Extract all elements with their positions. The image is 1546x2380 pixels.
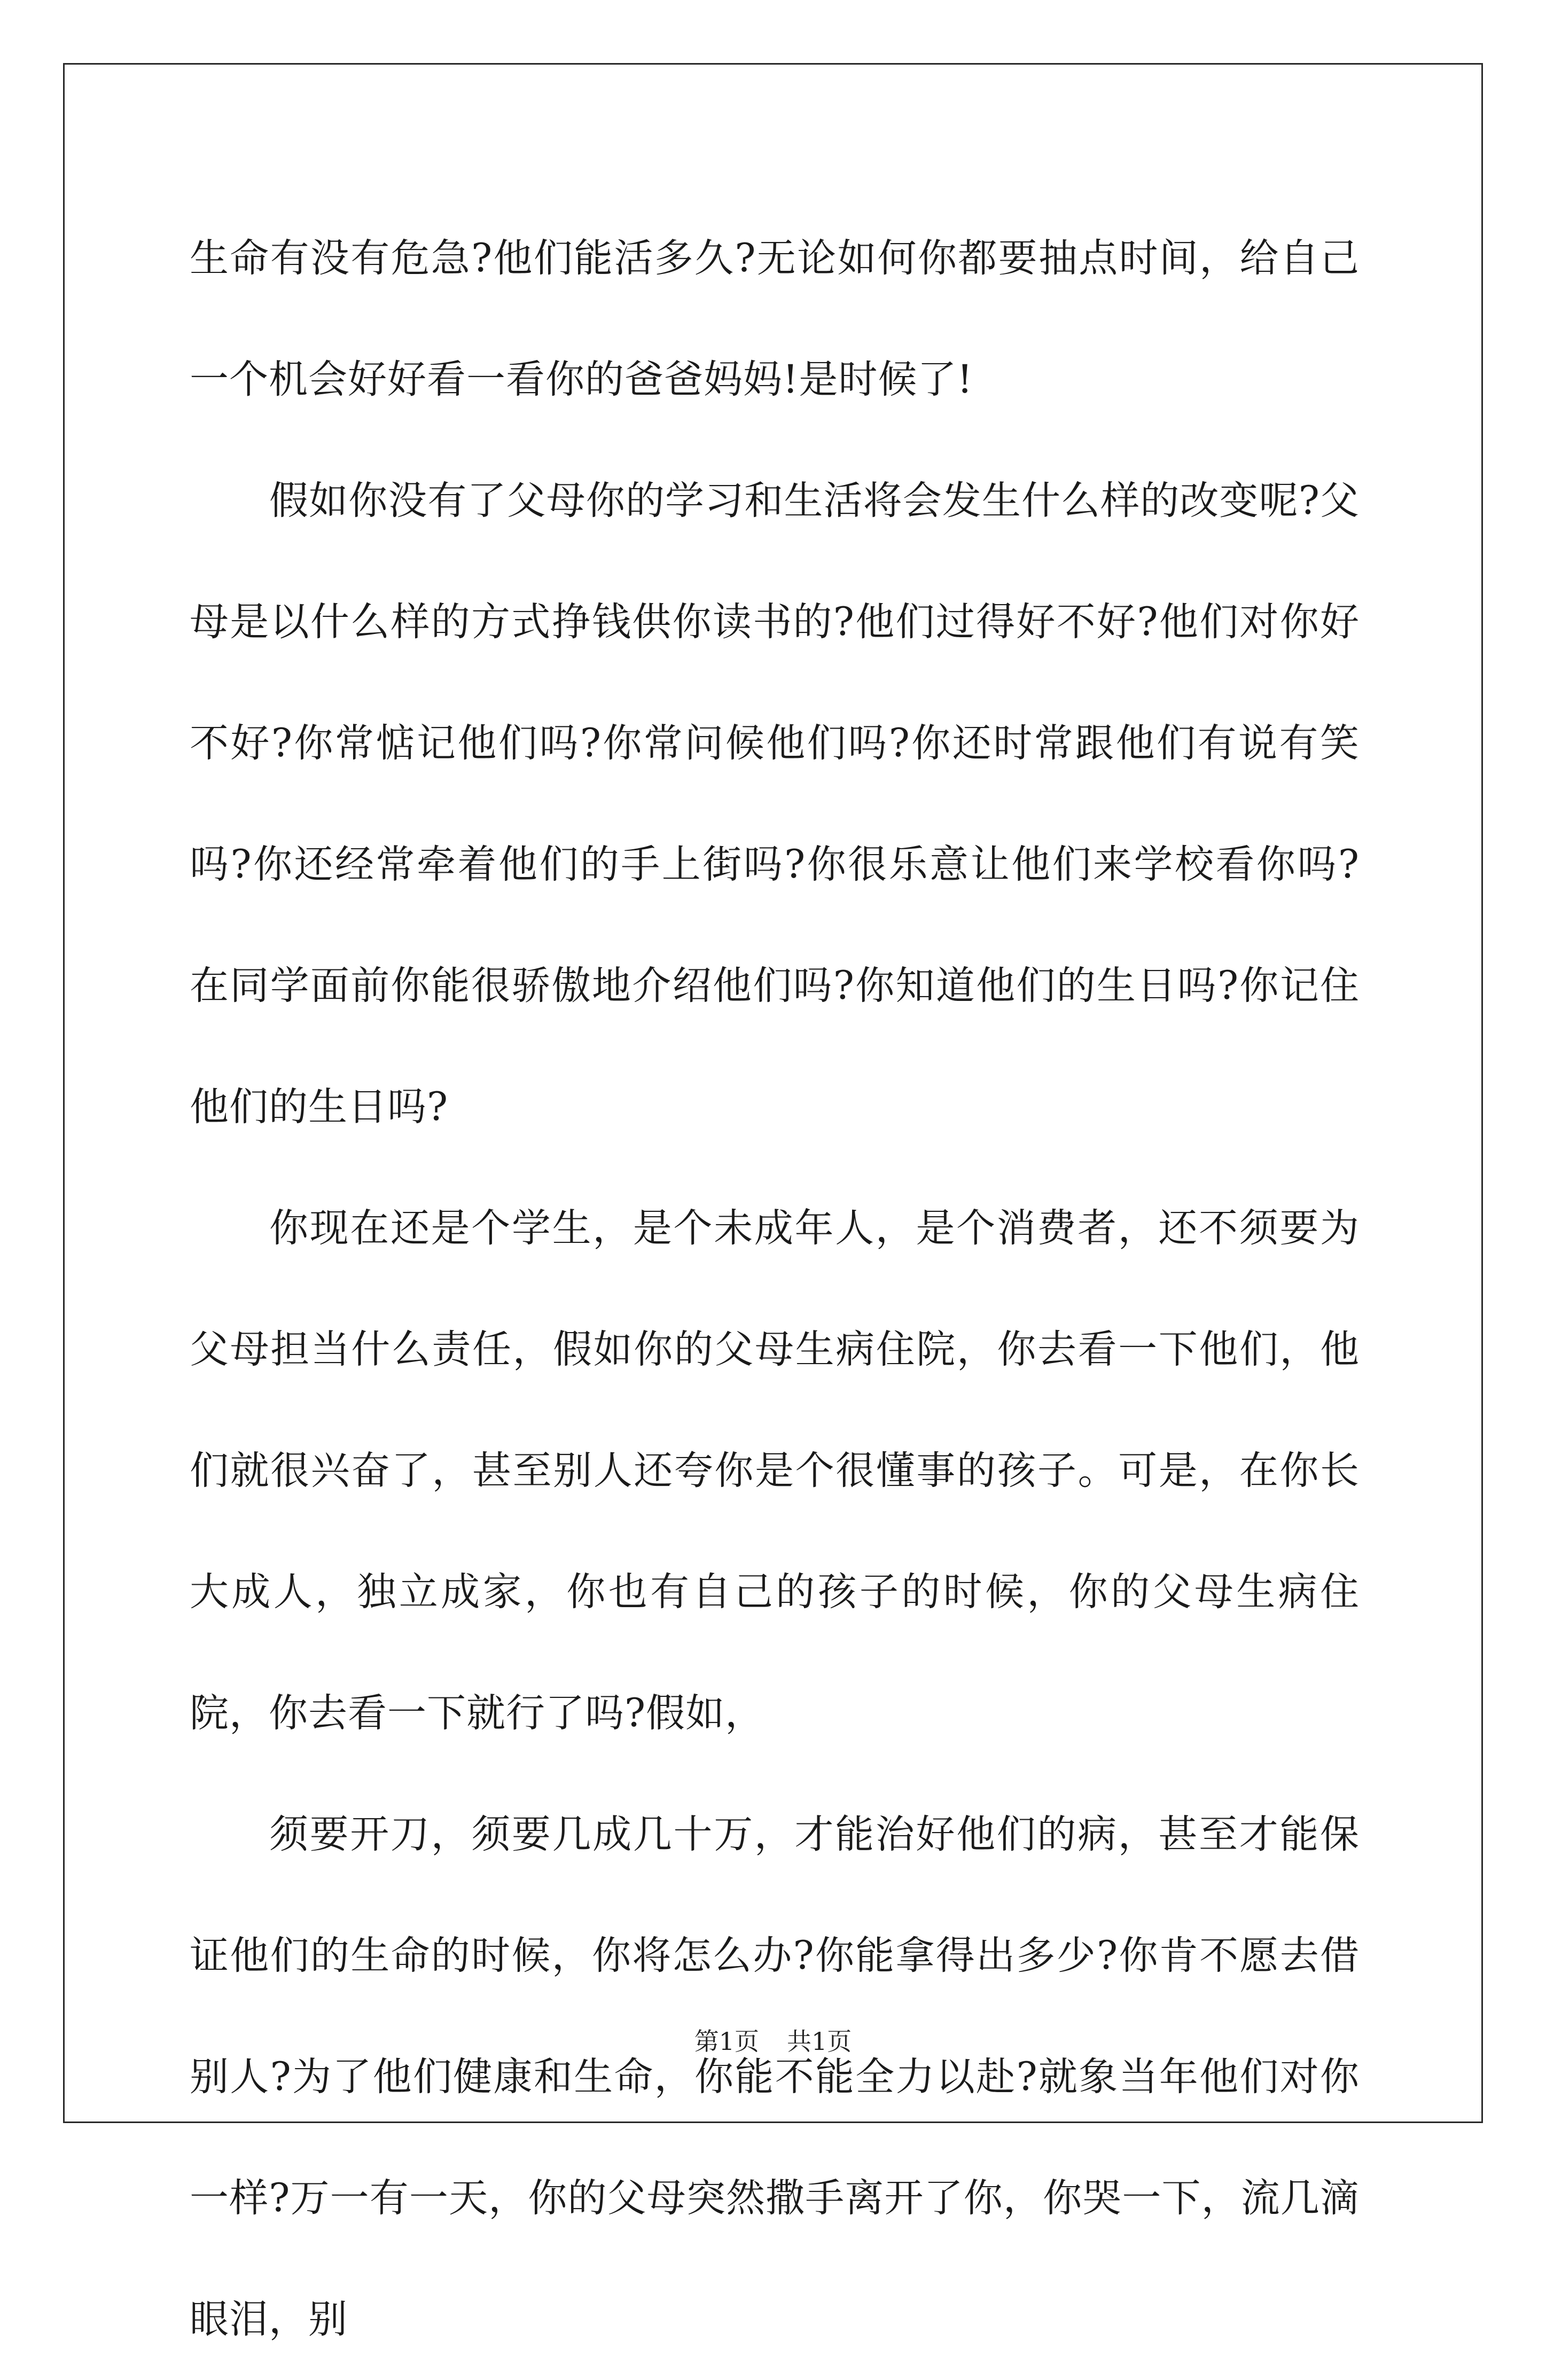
page-number: 第1页: [694, 2027, 759, 2056]
paragraph-1: 生命有没有危急?他们能活多久?无论如何你都要抽点时间，给自己一个机会好好看一看你的爸爸妈妈!是时候了!: [190, 236, 1360, 402]
page-total: 共1页: [787, 2027, 852, 2056]
page-footer: [0, 2025, 1546, 2057]
paragraph-3: 你现在还是个学生，是个未成年人，是个消费者，还不须要为父母担当什么责任，假如你的父母生病住院，你去看一下他们，他们就很兴奋了，甚至别人还夸你是个很懂事的孩子。可是，在你长大成人，独立成家，你也有自己的孩子的时候，你的父母生病住院，你去看一下就行了吗?假如，: [190, 1205, 1360, 1736]
paragraph-4: 须要开刀，须要几成几十万，才能治好他们的病，甚至才能保证他们的生命的时候，你将怎么办?你能拿得出多少?你肯不愿去借别人?为了他们健康和生命，你能不能全力以赴?就象当年他们对你一样?万一有一天，你的父母突然撒手离开了你，你哭一下，流几滴眼泪，别: [190, 1812, 1360, 2342]
paragraph-2: 假如你没有了父母你的学习和生活将会发生什么样的改变呢?父母是以什么样的方式挣钱供你读书的?他们过得好不好?他们对你好不好?你常惦记他们吗?你常问候他们吗?你还时常跟他们有说有笑吗?你还经常牵着他们的手上街吗?你很乐意让他们来学校看你吗?在同学面前你能很骄傲地介绍他们吗?你知道他们的生日吗?你记住他们的生日吗?: [190, 478, 1360, 1130]
